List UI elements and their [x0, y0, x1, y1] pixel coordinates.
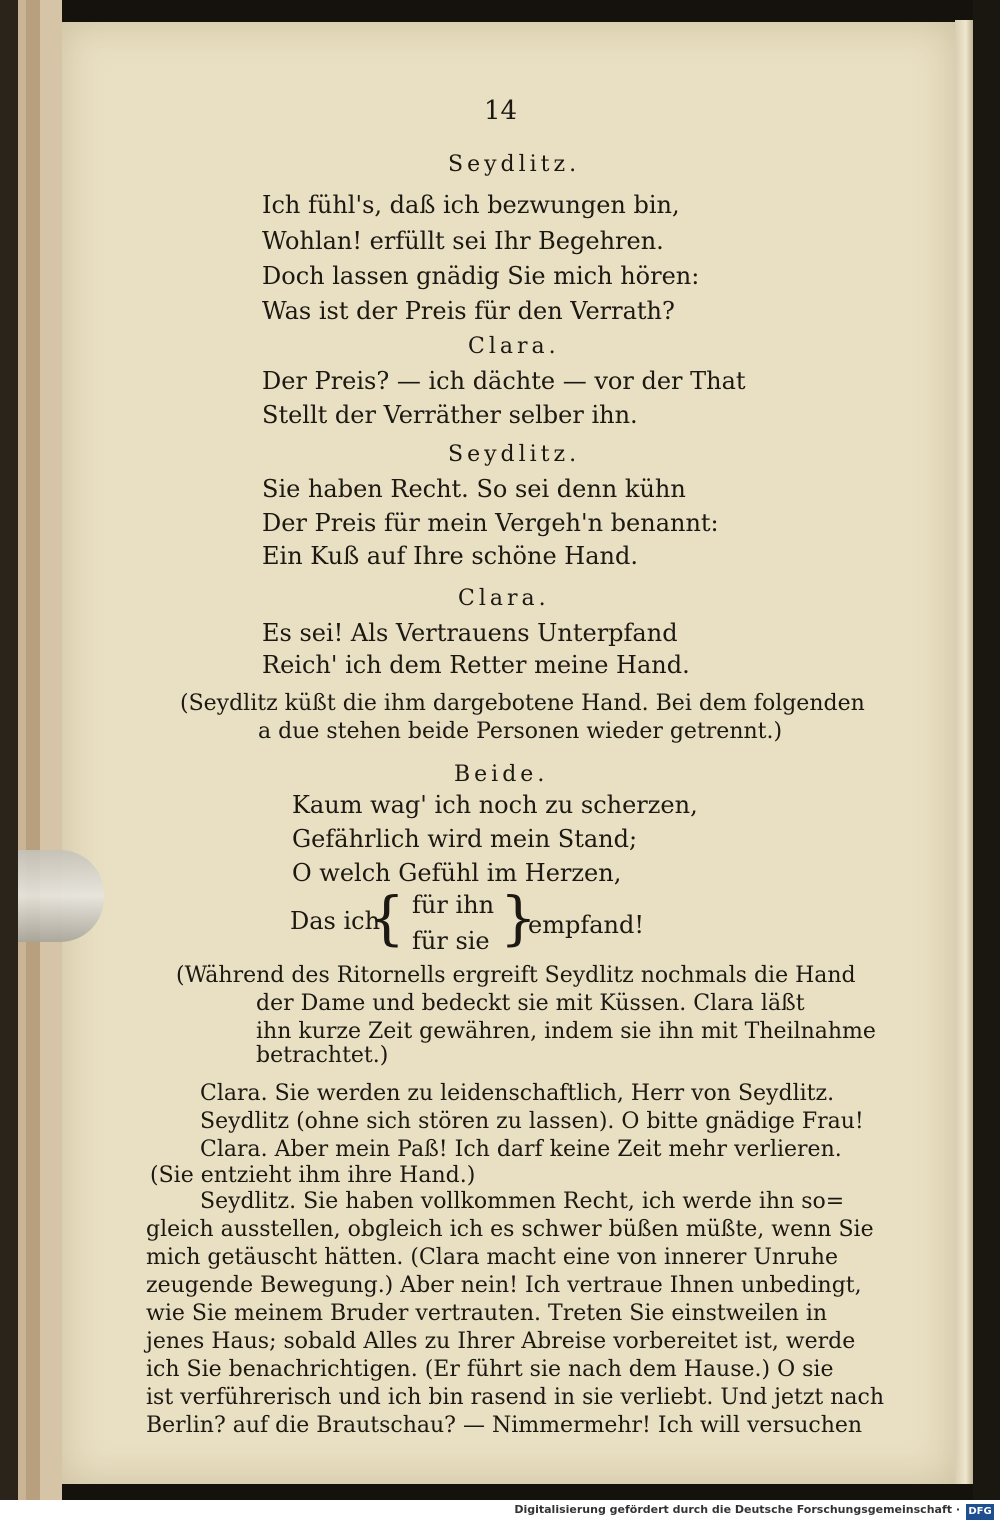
verse-line: Reich' ich dem Retter meine Hand.	[262, 651, 690, 679]
speaker-heading: Beide.	[454, 762, 549, 787]
page-edge	[955, 20, 973, 1484]
background-right	[973, 0, 1000, 1500]
stage-direction: der Dame und bedeckt sie mit Küssen. Clara läßt	[256, 991, 805, 1016]
verse-line: Es sei! Als Vertrauens Unterpfand	[262, 619, 678, 647]
verse-line: Ich fühl's, daß ich bezwungen bin,	[262, 191, 680, 219]
verse-line: Gefährlich wird mein Stand;	[292, 825, 638, 853]
dialogue-line: Berlin? auf die Brautschau? — Nimmermehr! Ich will versuchen	[146, 1413, 863, 1438]
dialogue-line: gleich ausstellen, obgleich ich es schwer büßen müßte, wenn Sie	[146, 1217, 874, 1242]
book-board-left	[0, 0, 62, 1500]
stage-direction: betrachtet.)	[256, 1043, 389, 1068]
stage-direction: ihn kurze Zeit gewähren, indem sie ihn mit Theilnahme	[256, 1019, 876, 1044]
footer-bar	[0, 1500, 1000, 1524]
dialogue-line: ich Sie benachrichtigen. (Er führt sie nach dem Hause.) O sie	[146, 1357, 834, 1382]
dialogue-line: Seydlitz (ohne sich stören zu lassen). O bitte gnädige Frau!	[200, 1109, 864, 1134]
verse-variant: für ihn	[412, 891, 495, 919]
dialogue-line: zeugende Bewegung.) Aber nein! Ich vertraue Ihnen unbedingt,	[146, 1273, 862, 1298]
verse-line: Kaum wag' ich noch zu scherzen,	[292, 791, 698, 819]
dialogue-line: ist verführerisch und ich bin rasend in sie verliebt. Und jetzt nach	[146, 1385, 885, 1410]
clip-icon	[18, 850, 104, 942]
speaker-heading: Clara.	[458, 586, 550, 611]
verse-line: Doch lassen gnädig Sie mich hören:	[262, 262, 700, 290]
verse-line: empfand!	[528, 911, 644, 939]
dialogue-line: Clara. Sie werden zu leidenschaftlich, Herr von Seydlitz.	[200, 1081, 835, 1106]
stage-direction: a due stehen beide Personen wieder getrennt.)	[258, 719, 783, 744]
stage-direction: (Seydlitz küßt die ihm dargebotene Hand. Bei dem folgenden	[180, 691, 865, 716]
speaker-heading: Seydlitz.	[448, 152, 581, 177]
speaker-heading: Clara.	[468, 334, 560, 359]
dialogue-line: Clara. Aber mein Paß! Ich darf keine Zeit mehr verlieren.	[200, 1137, 842, 1162]
stage-direction: (Während des Ritornells ergreift Seydlitz nochmals die Hand	[176, 963, 856, 988]
verse-line: Was ist der Preis für den Verrath?	[262, 297, 675, 325]
verse-line: Wohlan! erfüllt sei Ihr Begehren.	[262, 227, 664, 255]
verse-line: Stellt der Verräther selber ihn.	[262, 401, 638, 429]
dialogue-line: jenes Haus; sobald Alles zu Ihrer Abreise vorbereitet ist, werde	[146, 1329, 856, 1354]
verse-line: O welch Gefühl im Herzen,	[292, 859, 622, 887]
dialogue-line: mich getäuscht hätten. (Clara macht eine von innerer Unruhe	[146, 1245, 838, 1270]
verse-line: Der Preis für mein Vergeh'n benannt:	[262, 509, 719, 537]
dfg-logo-icon: DFG	[966, 1504, 994, 1520]
verse-line: Der Preis? — ich dächte — vor der That	[262, 367, 746, 395]
stage-direction: (Sie entzieht ihm ihre Hand.)	[150, 1163, 476, 1188]
speaker-heading: Seydlitz.	[448, 442, 581, 467]
verse-variant: für sie	[412, 927, 490, 955]
left-brace: {	[368, 884, 405, 952]
verse-line: Sie haben Recht. So sei denn kühn	[262, 475, 686, 503]
page-number: 14	[484, 96, 518, 126]
footer-credit: Digitalisierung gefördert durch die Deutsche Forschungsgemeinschaft ·	[514, 1503, 960, 1516]
dialogue-line: wie Sie meinem Bruder vertrauten. Treten Sie einstweilen in	[146, 1301, 828, 1326]
dialogue-line: Seydlitz. Sie haben vollkommen Recht, ich werde ihn so=	[200, 1189, 845, 1214]
verse-line: Ein Kuß auf Ihre schöne Hand.	[262, 542, 638, 570]
verse-line: Das ich	[290, 907, 381, 935]
right-brace: }	[500, 884, 537, 952]
